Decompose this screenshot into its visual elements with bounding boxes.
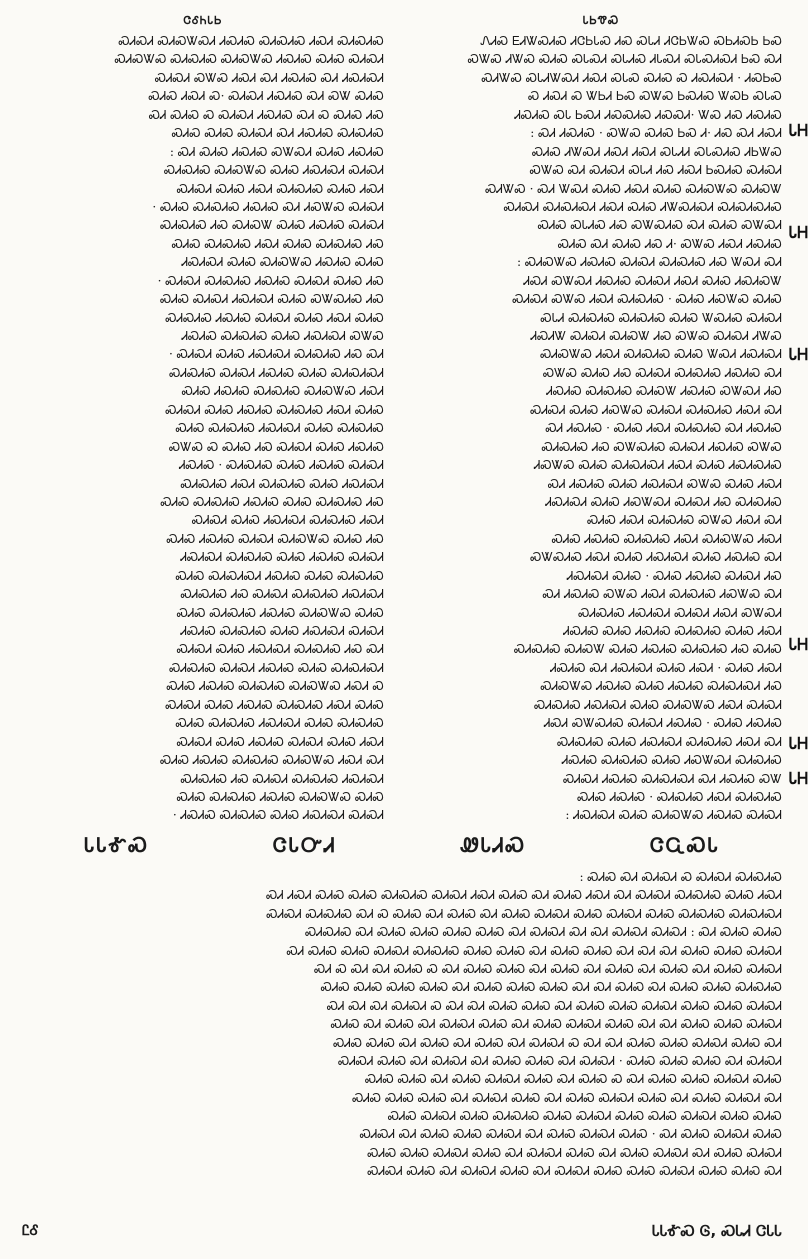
text-line: ᏍᏗᏍ ᏍᏗᏍ ᏍᏗᏍ ᏍᏗᏍ ᏍᏗ ᏍᏗᏍ ᏍᏗᏍ ᏍᏗᏍ ᏍᏗ ᏍᏗ ᏍᏗᏍ ᏍᏗ ᏍᏗᏍ ᏍᏗᏍ ᏍᏗᏍᏗᏍ [320, 980, 782, 995]
text-line: ᏍᏗᏍ ᏗᏍᏗᏍ ᏍᏗᏍᏗᏍ ᏍᏗᏍᏔᏍ ᏗᏍᏗ ᏍᏗ [160, 753, 384, 768]
text-line: ᏍᏗᏍᏗᏍ ᏗᏍᏗᏍᏗ ᏍᏗᏍ ᏍᏗᏍᏔᏍ ᏗᏍᏗ ᏍᏗᏍᏗ [534, 697, 782, 712]
text-line: ᏗᏍᏗᏍᏗ ᏍᏗᏍᏗᏍ ᏍᏗᏍ ᏗᏍᏗᏍ ᏍᏗᏍᏗ [180, 550, 384, 565]
text-line: ᏍᏗ ᏗᏍᏗᏍ ᏍᏔᏍ ᏗᏍᏗ ᏍᏗᏍᏗᏍ ᏗᏍᏔᏍ ᏍᏗ [542, 587, 782, 602]
section-title-word: ᏣᏩᏍᏓ [650, 833, 720, 857]
text-line: ᏍᏗᏍ ᏍᏗᏍᏗᏍ ᏗᏍᏗᏍ ᏍᏗᏍᏔᏍ ᏍᏗᏍ [176, 789, 384, 804]
page [22, 10, 808, 1250]
text-line: ᏍᏗᏍᏗᏍ ᏍᏗ ᏍᏗᏍ ᏍᏗᏍ ᏍᏗᏍ ᏍᏗᏍ ᏍᏗ ᏍᏗᏍᏗ ᏍᏗ ᏍᏗ ᏍᏗᏍᏗ ᏍᏗᏍᏗ : ᏍᏗ ᏍᏗᏍ ᏍᏗᏍ [305, 925, 782, 940]
text-line: ᏗᏍᏗᏍ ᏍᏗᏍᏗᏍ ᏍᏗᏍ ᏗᏍᏔᏍᏗ ᏍᏗᏍᏗᏍ [562, 753, 782, 768]
paragraph-marker: ᏓᎻ [788, 734, 808, 753]
text-line: ᏗᏍᏗᏍᏗ ᏍᏗᏍ ᏍᏗᏍᏔᏍ ᏗᏍᏗᏍ ᏍᏗᏍ [181, 255, 384, 270]
text-line: ᏗᏍᏗᏍ ᏍᏓ ᏏᏍᏗ ᏗᏍᏍᏗᏍ ᏗᏍᏍᏗ· ᏔᏍ ᏗᏍ ᏗᏍᏗᏍ [514, 107, 782, 122]
text-line: ᏍᏗᏍ ᏍᏗᏍᏗᏍ ᏗᏍᏗᏍ ᏍᏗᏍ ᏍᏗᏍᏗᏍ ᏗᏍ [160, 494, 384, 509]
text-line: ᏍᏗᏍ ᏍᏗ ᏍᏗᏍ ᏍᏗ ᏍᏗᏍᏗ ᏍᏗᏍ ᏍᏗ ᏍᏗᏍ ᏍᏗᏍᏗ ᏍᏗᏍ ᏍᏗ ᏍᏗ ᏍᏗᏍ ᏍᏗᏍ ᏍᏗᏍᏗ [330, 1017, 782, 1032]
right-column [420, 10, 808, 825]
left-column [22, 10, 384, 825]
text-line: ᏍᏗᏍ ᏗᏍᏗᏍ ᏍᏗᏍᏗᏍ ᏍᏗᏍᏔᏍ ᏗᏍᏗ Ꮝ [166, 679, 384, 694]
text-line: ᏍᏗ ᏗᏍᏗᏍ · ᏍᏔᏍ ᏍᏗᏍ ᏏᏍ Ꮧ· ᏗᏍ ᏍᏗ ᏗᏍᏗ : [530, 126, 782, 141]
text-line: ᏍᏗᏍᏗ ᏍᏗᏍᏗᏍ ᏗᏍᏗᏍ ᏍᏗᏍᏗ ᏍᏗᏍ ᏗᏍ · [157, 273, 384, 288]
text-line: ᏍᏗᏍ ᏗᏍᏗᏍ ᏍᏗᏍᏗᏍ ᏗᏍᏗ ᏍᏗᏍᏔᏍ ᏗᏍᏗ [551, 531, 782, 546]
text-line: ᏍᏗᏍᏗᏍ ᏗᏍ ᏍᏗᏍᏗ ᏍᏗᏍᏗᏍ ᏗᏍᏗᏍᏗ [180, 587, 384, 602]
text-line: ᏍᏓᏗ ᏍᏗᏍᏗᏍ ᏍᏗᏍᏗᏍ ᏍᏗᏍ ᏔᏍᏗᏍ ᏍᏗᏍᏗ [540, 310, 782, 325]
text-line: ᏍᏗᏍ ᏍᏗ ᏍᏗᏍᏗ Ꮝ ᏍᏗᏍᏗ ᏍᏗᏍᏗᏍ : [579, 870, 782, 884]
text-line: ᏍᏗᏍᏗ ᏍᏗᏍᏗᏍ ᏍᏗ Ꮝ ᏍᏗᏍ ᏍᏗ ᏍᏗᏍ ᏍᏗ ᏍᏗᏍ ᏍᏗᏍᏗ ᏍᏗᏍ ᏍᏗᏍᏗ ᏍᏗᏍ ᏍᏗᏍᏗᏍ ᏍᏗᏍᏗᏍᏗ [266, 906, 782, 921]
text-line: ᏗᏍᏗᏍ · ᏍᏗᏍᏗᏍ ᏍᏗᏍ ᏗᏍᏗᏍ ᏍᏗᏍᏗ [179, 458, 384, 473]
text-line: ᏍᏗᏍᏗ ᏍᏗᏍ ᏗᏍᏗᏍ ᏍᏗᏍᏗᏍ ᏗᏍᏗ ᏍᏗᏍ [165, 402, 384, 417]
text-line: ᏍᏗ ᏗᏍᏗᏍ ᏍᏗᏍ ᏗᏍᏗᏍᏗ ᏍᏔᏍ ᏍᏗᏍ ᏗᏍᏗ [547, 476, 782, 491]
text-line: ᏍᏗᏍᏗ ᏍᏗᏍ ᏗᏍᏗᏍᏗ ᏍᏗᏍᏗᏍ ᏗᏍ ᏍᏗ · [168, 347, 384, 362]
text-line: ᏗᏍᏗᏔ ᏍᏗᏍᏗ ᏍᏗᏍᏔ ᏗᏍ ᏍᏔᏍ ᏍᏗᏍᏗ ᏗᏔᏍ [530, 329, 782, 343]
text-line: ᏍᏗᏍᏗᏍ ᏗᏍᏗ ᏍᏗᏍᏗᏍ ᏍᏗᏍ ᏗᏍᏗᏍᏗ [180, 476, 384, 491]
text-line: ᏍᏗ ᏗᏍᏗᏍ · ᏍᏗᏍ ᏗᏍᏗ ᏍᏗᏍᏗᏍ ᏍᏗ ᏗᏍᏗᏍ [545, 421, 782, 436]
text-line: ᏍᏗᏍ ᏗᏔᏍᏗ ᏗᏍᏗ ᏗᏍᏗ ᏍᏓᏗᏗ ᏍᏓᏍᏗᏍ ᏗᏏᏔᏍ [531, 144, 782, 159]
text-line: ᏍᏗᏍ ᏗᏍᏗ Ꮝ· ᏍᏗᏍᏗ ᏗᏍᏗᏍ ᏍᏗ ᏍᏔ ᏍᏗᏍ [148, 89, 384, 104]
page-number: ᏝᎴ [22, 1223, 39, 1239]
text-line: ᏍᏗᏍ ᏍᏗ ᏍᏗᏍ ᏗᏍ Ꮧ· ᏍᏔᏍ ᏗᏍᏗ ᏗᏍᏗᏍ [557, 236, 782, 251]
text-line: ᏍᏔᏍ ᏍᏗᏍ ᏗᏍ ᏍᏗᏍᏗ ᏍᏗᏍᏗᏍ ᏗᏍᏗᏍ ᏍᏗ [542, 365, 782, 380]
text-line: ᏍᏗᏍ ᏍᏗᏍᏗᏍ ᏗᏍᏗᏍᏗ ᏍᏗᏍ ᏍᏗᏍᏗᏍ [175, 716, 384, 731]
text-line: ᏍᏗᏍᏗᏍ ᏗᏍ ᏍᏗᏍᏔ ᏍᏗᏍ ᏗᏍᏗᏍ ᏍᏗᏍᏗ [160, 218, 384, 233]
text-line: ᏍᏗᏍᏗ ᏍᏗᏍᏗᏍᏗ ᏗᏍᏗ ᏍᏗᏍ ᏗᏔᏍᏗᏍᏗ ᏍᏗᏍᏗᏍᏗᏍ [503, 199, 782, 214]
text-line: ᏍᏗ Ꮝ ᏍᏗ ᏍᏗ ᏍᏗᏍ Ꮝ ᏍᏗ ᏍᏗᏍ ᏍᏗᏍ ᏍᏗ ᏍᏗᏍ ᏍᏗ ᏍᏗᏍ ᏍᏗ ᏍᏗᏍ ᏍᏗ ᏍᏗᏍ ᏍᏗᏍᏗ [314, 961, 782, 976]
text-line: ᏗᏍᏗᏍ ᏍᏗ ᏗᏍᏗᏍᏗ ᏍᏗᏍ ᏗᏍᏗ · ᏍᏗᏍ ᏗᏍᏗ [550, 660, 782, 675]
text-line: ᏗᏍᏗᏍᏗ ᏍᏗᏍ ᏍᏗᏍᏔᏍ ᏗᏍᏗᏍ ᏍᏗᏍᏗ : [565, 808, 782, 823]
text-line: ᏍᏗᏍᏗ ᏍᏔᏍ ᏗᏍᏗ ᏍᏗᏍᏗᏍ · ᏍᏗᏍ ᏗᏍᏔᏍ ᏍᏗᏍ [512, 292, 782, 307]
text-line: ᏍᏗᏍ ᏍᏗᏍ ᏍᏗ ᏍᏗᏍ ᏍᏗᏍᏗ ᏍᏗᏍ ᏍᏗ ᏍᏗᏍ Ꮝ ᏍᏗ ᏍᏗᏍ ᏍᏗᏍ ᏍᏗᏍᏗ ᏍᏗᏍ [364, 1072, 782, 1087]
text-line: ᏁᏗᏍ ᎬᏗᏔᏍᏗᏍ ᏗᏣᏏᏓᏍ ᏗᏍ ᏍᏓᏗ ᏗᏣᏏᏔᏍ ᏍᏏᏗᏍᏏ ᏏᏍ [480, 34, 782, 48]
text-line: ᏍᏗᏍ ᏍᏗᏍ ᏍᏗᏍᏗ ᏍᏗ ᏗᏍᏗᏍ ᏍᏗᏍᏗᏍ [171, 126, 384, 141]
footer-title: ᏓᏓᎹᏍ Ꮆ, ᏍᏓᏗ ᏣᏓᏓ [652, 1222, 782, 1240]
text-line: ᏍᏗ ᏍᏗ ᏍᏗ ᏍᏗᏍᏗ Ꮝ ᏍᏗ ᏍᏗ ᏍᏗᏍ ᏍᏗᏍ ᏍᏗ ᏍᏗᏍ ᏍᏗᏍ ᏍᏗᏍᏗ ᏍᏗᏍ ᏍᏗᏍ ᏍᏗᏍᏗ [326, 998, 782, 1013]
text-line: ᏍᏔᏍ Ꮝ ᏍᏗᏍ ᏗᏍ ᏍᏗᏍᏗ ᏍᏗᏍ ᏗᏍᏗᏍ [168, 439, 384, 454]
text-line: ᏍᏗᏍᏔᏍ ᏍᏗᏍᏗᏍ ᏍᏗᏍᏔᏍ ᏗᏍᏗᏍ ᏍᏗᏍ ᏍᏗᏍᏗ [114, 52, 384, 67]
text-line: ᏍᏗᏍᏗᏍ ᏍᏗᏍᏗ ᏗᏍᏗᏍ ᏍᏗᏍ ᏍᏗᏍᏗᏍᏗ [169, 365, 384, 380]
text-line: ᏗᏍᏗᏍ ᏍᏗᏍᏗᏍ ᏍᏗᏍ ᏗᏍᏗᏍᏗ ᏍᏗᏍᏗ · [172, 808, 384, 823]
text-line: ᏍᏗᏍᏗᏍ ᏍᏗᏍᏔ ᏍᏗᏍ ᏗᏍᏗᏍ ᏍᏗᏍᏗᏍ ᏗᏍ ᏍᏗᏍ [514, 642, 782, 657]
text-line: ᏍᏔᏍ ᏗᏔᏍ ᏍᏗᏍ ᏍᏓᏍᏗ ᏍᏓᏗᏍ ᏗᏓᏍᏗ ᏍᏓᏍᏗᏍᏗ ᏏᏍ ᏍᏗ [467, 52, 782, 67]
paragraph-marker: ᏓᎻ [788, 345, 808, 364]
text-line: ᏗᏍᏗ ᏍᏔᏍᏗᏍ ᏍᏗᏍᏗ ᏗᏍᏗᏍ · ᏍᏗᏍ ᏗᏍᏗᏍ [544, 716, 782, 731]
paragraph-marker: ᏓᎻ [788, 223, 808, 242]
text-line: Ꮝ ᏗᏍᏗ Ꮝ ᏔᏏᏗ ᏏᏍ ᏍᏔᏍ ᏏᏍᏗᏍ ᏔᏍᏏ ᏍᏓᏍ [528, 89, 782, 104]
text-line: ᏍᏗᏍᏗ ᏍᏗᏍ ᏗᏍᏔᏍ ᏍᏗᏍᏗ ᏍᏗᏍᏗᏍ ᏗᏍᏗ ᏍᏗ [530, 402, 782, 417]
text-line: ᏗᏍᏗᏍᏗ ᏍᏗᏍ · ᏍᏗᏍ ᏗᏍᏗᏍ ᏍᏗᏍᏗ ᏗᏍ [566, 568, 782, 583]
text-line: ᏍᏗᏍᏔᏍ ᏗᏍᏗᏍ ᏍᏗᏍ ᏗᏍᏗᏍ ᏍᏗᏍᏗᏍᏗ ᏗᏍ [540, 679, 782, 694]
text-line: ᏍᏗᏍ ᏍᏗᏍᏗ ᏗᏍᏗᏍᏗ ᏍᏗᏍ ᏍᏔᏍᏗᏍ ᏗᏍ [160, 292, 384, 307]
text-line: ᏍᏗᏍᏗᏍ ᏍᏗᏍᏔᏍ ᏍᏗᏍ ᏗᏍᏗᏍᏗ ᏍᏗᏍᏗ [164, 163, 384, 178]
text-line: ᏍᏗᏍᏗ ᏍᏗᏍ ᏗᏍᏗᏍ ᏍᏗᏍᏗ ᏍᏗᏍ ᏗᏍᏗ [176, 734, 384, 749]
text-line: ᏍᏗᏍᏗ ᏍᏗᏍ ᏗᏍᏗᏍᏗ ᏍᏗᏍᏗᏍ ᏗᏍ ᏍᏗ [176, 642, 384, 657]
text-line: ᏍᏗᏍᏗᏍ ᏍᏗᏍᏗ ᏗᏍᏗᏍ ᏍᏗᏍ ᏍᏗᏍᏗᏍᏗ [169, 660, 384, 675]
text-line: ᏗᏍᏗᏍ ᏍᏗᏍᏗᏍ ᏍᏗᏍ ᏗᏍᏗᏍᏗ ᏍᏗᏍᏗ [180, 624, 384, 638]
text-line: ᏍᏗᏍᏗ ᏍᏔᏍ ᏗᏍᏗ ᏍᏗ ᏗᏍᏗᏍ ᏍᏗ ᏗᏍᏗᏍᏗ [154, 70, 384, 85]
section-title-word: ᏪᏓᏗᏍ [460, 833, 527, 857]
text-line: ᏗᏍᏗᏍ ᏍᏗᏍ ᏗᏍᏗᏍ ᏍᏗᏍᏗᏍ ᏍᏗᏍ ᏗᏍᏗ [563, 624, 782, 638]
text-line: ᏍᏗᏍ ᏍᏓᏗᏍ ᏗᏍ ᏍᏔᏍᏗᏍ ᏍᏗ ᏍᏗᏍ ᏍᏔᏍᏗ [537, 218, 782, 233]
text-line: ᏍᏗᏍᏗ ᏍᏗᏍ ᏗᏍᏗᏍᏗ ᏍᏗᏍᏗᏍ ᏗᏍᏗ [191, 513, 384, 528]
text-line: ᏍᏗᏍᏗᏍ ᏍᏗᏍ ᏗᏍᏗᏍᏗ ᏍᏗᏍᏗᏍ ᏗᏍᏗ ᏍᏗ [557, 734, 782, 749]
text-line: ᏍᏗᏍᏗ ᏍᏗᏍ ᏍᏗ ᏍᏗᏍᏗ ᏍᏗ ᏍᏗᏍ ᏍᏗᏍ ᏍᏗ ᏍᏗᏍᏗ · ᏍᏗᏍ ᏍᏗᏍ ᏍᏗᏍ ᏍᏗ ᏍᏗᏍᏗ [338, 1053, 782, 1068]
text-line: ᏍᏗᏔᏍ · ᏍᏗ ᏔᏍᏗ ᏍᏗᏍ ᏗᏍᏗ ᏍᏗᏍ ᏍᏗᏍᏔᏍ ᏍᏗᏍᏔ [485, 181, 782, 196]
text-line: ᏍᏗᏍ ᏍᏗᏍ ᏍᏗᏍ ᏍᏗ ᏍᏗᏍᏗ ᏍᏗᏍ ᏍᏗ ᏍᏗᏍ ᏍᏗᏍᏗ ᏍᏗᏍ ᏍᏗ ᏍᏗᏍ ᏍᏗᏍᏗ ᏍᏗ [352, 1090, 782, 1105]
text-line: ᏍᏔᏍ ᏍᏗ ᏍᏗᏍᏗ ᏍᏓᏗ ᏗᏍ ᏗᏍᏗ ᏏᏍᏗᏍ ᏍᏗᏍᏗ [529, 163, 782, 178]
text-line: ᏍᏗᏍᏗ ᏍᏗᏍ ᏗᏍᏗ ᏍᏗᏍᏗᏍ ᏍᏗᏍ ᏗᏍᏗ [176, 181, 384, 196]
text-line: ᏍᏗᏍᏗ ᏍᏗᏍ ᏍᏗ ᏍᏗᏍᏗ ᏍᏗᏍ ᏍᏗ ᏍᏗᏍᏗ ᏍᏗᏍ ᏍᏗᏍ ᏍᏗᏍᏗ ᏍᏗᏍ ᏍᏗᏍ ᏍᏗ [367, 1164, 782, 1179]
paragraph-marker: ᏓᎻ [788, 121, 808, 140]
text-line: ᏍᏗᏍ ᏗᏍᏗᏍ ᏍᏗᏍᏗᏍ ᏍᏗᏍᏔᏍ ᏗᏍᏗ [181, 384, 384, 399]
text-line: ᏗᏍᏔᏍ ᏍᏗᏍ ᏍᏗᏍᏗᏍᏗ ᏗᏍᏗ ᏍᏗᏍ ᏗᏍᏗᏍᏗᏍ [534, 458, 782, 473]
left-column-title: ᏣᎴᏂᏓᏏ [183, 14, 223, 27]
text-line: ᏍᏗ ᏍᏗᏍ ᏍᏗᏍ ᏍᏗᏍᏗ ᏍᏗᏍᏗᏍ ᏍᏗᏍ ᏍᏗᏍ ᏍᏗ ᏍᏗᏍ ᏍᏗᏍ ᏍᏗ ᏍᏗ ᏍᏗ ᏍᏗᏍ ᏍᏗᏍ ᏍᏗᏍᏗ [286, 943, 782, 958]
text-line: ᏍᏗ ᏍᏗᏍ ᏗᏍᏗᏍ ᏍᏔᏍᏗ ᏍᏗᏍ ᏗᏍᏗᏍ : [169, 144, 384, 159]
text-line: ᏍᏗᏍ ᏍᏗᏍᏗ ᏍᏗᏍ ᏍᏗᏍᏗᏍ ᏍᏗᏍ ᏍᏗᏍᏗ ᏍᏗᏍ ᏍᏗᏍ ᏍᏗᏍᏗ ᏍᏗᏍ ᏍᏗᏍ [387, 1109, 782, 1124]
text-line: ᏍᏗᏍ ᏍᏗᏍ ᏍᏗ ᏍᏗᏍ ᏍᏗ ᏍᏗᏍ ᏍᏗ ᏍᏗᏍᏗ Ꮝ ᏍᏗ ᏍᏗ ᏍᏗᏍ ᏍᏗᏍ ᏍᏗᏍᏗ ᏍᏗᏍ ᏍᏗ [333, 1035, 782, 1050]
text-line: ᏍᏗᏍ ᏍᏗᏍ ᏍᏗᏍᏗ ᏍᏗᏍ ᏍᏗ ᏍᏗᏍᏗ ᏍᏗᏍ ᏍᏗ ᏍᏗᏍ ᏍᏗᏍᏗ ᏍᏗ ᏍᏗᏍ ᏍᏗᏍᏗ [367, 1145, 782, 1160]
text-line: ᏍᏗᏍ ᏗᏍᏗᏍ ᏍᏗᏍᏗ ᏍᏗᏍᏔᏍ ᏍᏗᏍ ᏗᏍ [166, 531, 384, 546]
text-line: ᏍᏗ ᏗᏍᏗ ᏍᏗᏍ ᏍᏗᏍ ᏍᏗᏍᏗᏍ ᏍᏗᏍᏗ ᏗᏍᏗ ᏍᏗᏍ ᏍᏗ ᏍᏗᏍ ᏗᏍᏗ ᏍᏗ ᏍᏗᏍᏗ ᏍᏗᏍᏗᏍ ᏍᏗᏍ ᏗᏍᏗ [266, 888, 782, 903]
text-line: ᏍᏗᏍᏔᏍ ᏗᏍᏗᏍ ᏍᏗᏍᏗ ᏍᏗᏍᏗᏍ ᏗᏍ ᏔᏍᏗ ᏍᏗ : [517, 255, 782, 270]
section-title-word: ᏣᏓᏅᏗ [273, 833, 337, 857]
right-column-text [420, 32, 782, 825]
text-line: ᏍᏗᏍᏗᏍ ᏗᏍᏗᏍᏗ ᏍᏗᏍᏗ ᏗᏍᏗ ᏍᏔᏍᏗ [578, 605, 782, 620]
text-line: ᏍᏗᏍ ᏍᏗᏍᏗᏍᏗ ᏗᏍᏗᏍ ᏍᏗᏍ ᏍᏗᏍᏗᏍ [175, 568, 384, 583]
right-column-title: ᏓᏏᏡᏍ [582, 14, 620, 27]
text-line: ᏍᏗᏍᏗ ᏍᏗᏍ ᏗᏍᏗᏍ ᏍᏗᏍᏗᏍ ᏗᏍᏗ ᏍᏗᏍ [165, 697, 384, 712]
section-title [22, 833, 782, 857]
text-line: ᏍᏗᏍᏗ ᏍᏗᏍᏔᏍᏗ ᏗᏍᏗᏍ ᏍᏗᏍᏗᏍ ᏗᏍᏗ ᏍᏗᏍᏗᏍ [118, 34, 384, 48]
text-line: ᏗᏍᏗ ᏍᏔᏍᏗ ᏗᏍᏗᏍ ᏍᏗᏍᏗ ᏗᏍᏗ ᏍᏗᏍ ᏗᏍᏗᏍᏔ [523, 273, 782, 288]
text-line: ᏍᏗᏔᏍ ᏍᏓᏗᏔᏍᏗ ᏗᏍᏗ ᏍᏓᏍ ᏍᏗᏍ Ꮝ ᏗᏍᏗᏍᏗ · ᏗᏍᏏᏍ [481, 70, 782, 85]
text-line: ᏍᏗᏍ ᏍᏗᏍᏗᏍ ᏗᏍᏗᏍᏗ ᏍᏗᏍ ᏍᏗᏍᏗᏍ [175, 421, 384, 436]
text-line: ᏍᏔᏍᏗᏍ ᏗᏍᏗ ᏍᏗᏍ ᏗᏍᏗᏍᏗ ᏍᏗᏍ ᏗᏍᏗᏍ ᏍᏗ [530, 550, 782, 565]
paragraph-marker: ᏓᎻ [788, 635, 808, 654]
text-line: ᏍᏗᏍᏗᏍ ᏗᏍ ᏍᏗᏍᏗ ᏍᏗᏍᏗᏍ ᏗᏍᏗᏍᏗ [180, 771, 384, 786]
full-width-text [22, 868, 782, 1181]
left-column-text [22, 32, 384, 825]
text-line: ᏍᏗᏍᏔᏍ ᏗᏍᏗ ᏍᏗᏍᏗᏍ ᏍᏗᏍ ᏔᏍᏗ ᏗᏍᏗᏍᏗ [540, 347, 782, 362]
text-line: ᏍᏗᏍ ᏍᏗᏍᏗᏍ ᏗᏍᏗᏍ ᏍᏗ ᏗᏍᏔᏍ ᏍᏗᏍᏗ · [152, 199, 384, 214]
section-title-word: ᏓᏓᎹᏍ [84, 833, 149, 857]
text-line: ᏍᏗᏍᏗ ᏗᏍᏗᏍ ᏍᏗᏍᏗᏍᏗ ᏍᏗ ᏗᏍᏗᏍ ᏍᏔ [563, 771, 782, 786]
text-line: ᏍᏗᏍ ᏗᏍᏗᏍ · ᏍᏗᏍᏗᏍ ᏗᏍᏗ ᏍᏗᏍᏗᏍ [577, 789, 782, 804]
paragraph-marker: ᏓᎻ [788, 769, 808, 788]
text-line: ᏍᏗᏍ ᏗᏍᏗ ᏍᏗᏍᏗᏍ ᏍᏔᏍ ᏗᏍᏗ ᏍᏗ [587, 513, 782, 528]
text-line: ᏗᏍᏗᏍ ᏍᏗᏍᏗᏍ ᏍᏗᏍᏔ ᏗᏍᏗᏍ ᏍᏔᏍᏗ ᏗᏍ [546, 384, 782, 399]
text-line: ᏗᏍᏗᏍ ᏍᏗᏍᏗᏍ ᏍᏗᏍ ᏗᏍᏗᏍᏗ ᏍᏔᏍ [181, 329, 384, 343]
text-line: ᏍᏗᏍ ᏍᏗᏍᏗᏍ ᏗᏍᏗᏍ ᏍᏗᏍᏔᏍ ᏍᏗᏍ [176, 605, 384, 620]
text-line: ᏍᏗ ᏍᏗᏍ Ꮝ ᏍᏗᏍᏗ ᏗᏍᏗᏍ ᏍᏗ Ꮝ ᏍᏗᏍ ᏗᏍ [148, 107, 384, 122]
text-line: ᏍᏗᏍᏗᏍ ᏗᏍ ᏍᏔᏍᏗᏍ ᏍᏗᏍᏗ ᏗᏍᏗᏍ ᏍᏔᏍ [541, 439, 782, 454]
page-footer [22, 1222, 782, 1240]
text-line: ᏗᏍᏗᏍᏗ ᏍᏗᏍ ᏗᏍᏔᏍᏗ ᏍᏗᏍᏗ ᏗᏍ ᏍᏗᏍᏗᏍ [545, 494, 782, 509]
text-line: ᏍᏗᏍᏗᏍ ᏗᏍᏗᏍ ᏍᏗᏍᏗ ᏍᏗᏍ ᏗᏍᏗ ᏍᏗᏍ [165, 310, 384, 325]
text-line: ᏍᏗᏍ ᏍᏗᏍᏗᏍ ᏗᏍᏗ ᏍᏗᏍ ᏍᏗᏍᏗᏍ ᏗᏍ [171, 236, 384, 251]
text-line: ᏍᏗᏍᏗ ᏍᏗ ᏍᏗᏍ ᏍᏗᏍ ᏍᏗᏍᏗ ᏍᏗ ᏍᏗᏍ ᏍᏗᏍᏗ ᏍᏗᏍ · ᏍᏗ ᏍᏗᏍ ᏍᏗᏍᏗ ᏍᏗᏍ [359, 1127, 782, 1142]
